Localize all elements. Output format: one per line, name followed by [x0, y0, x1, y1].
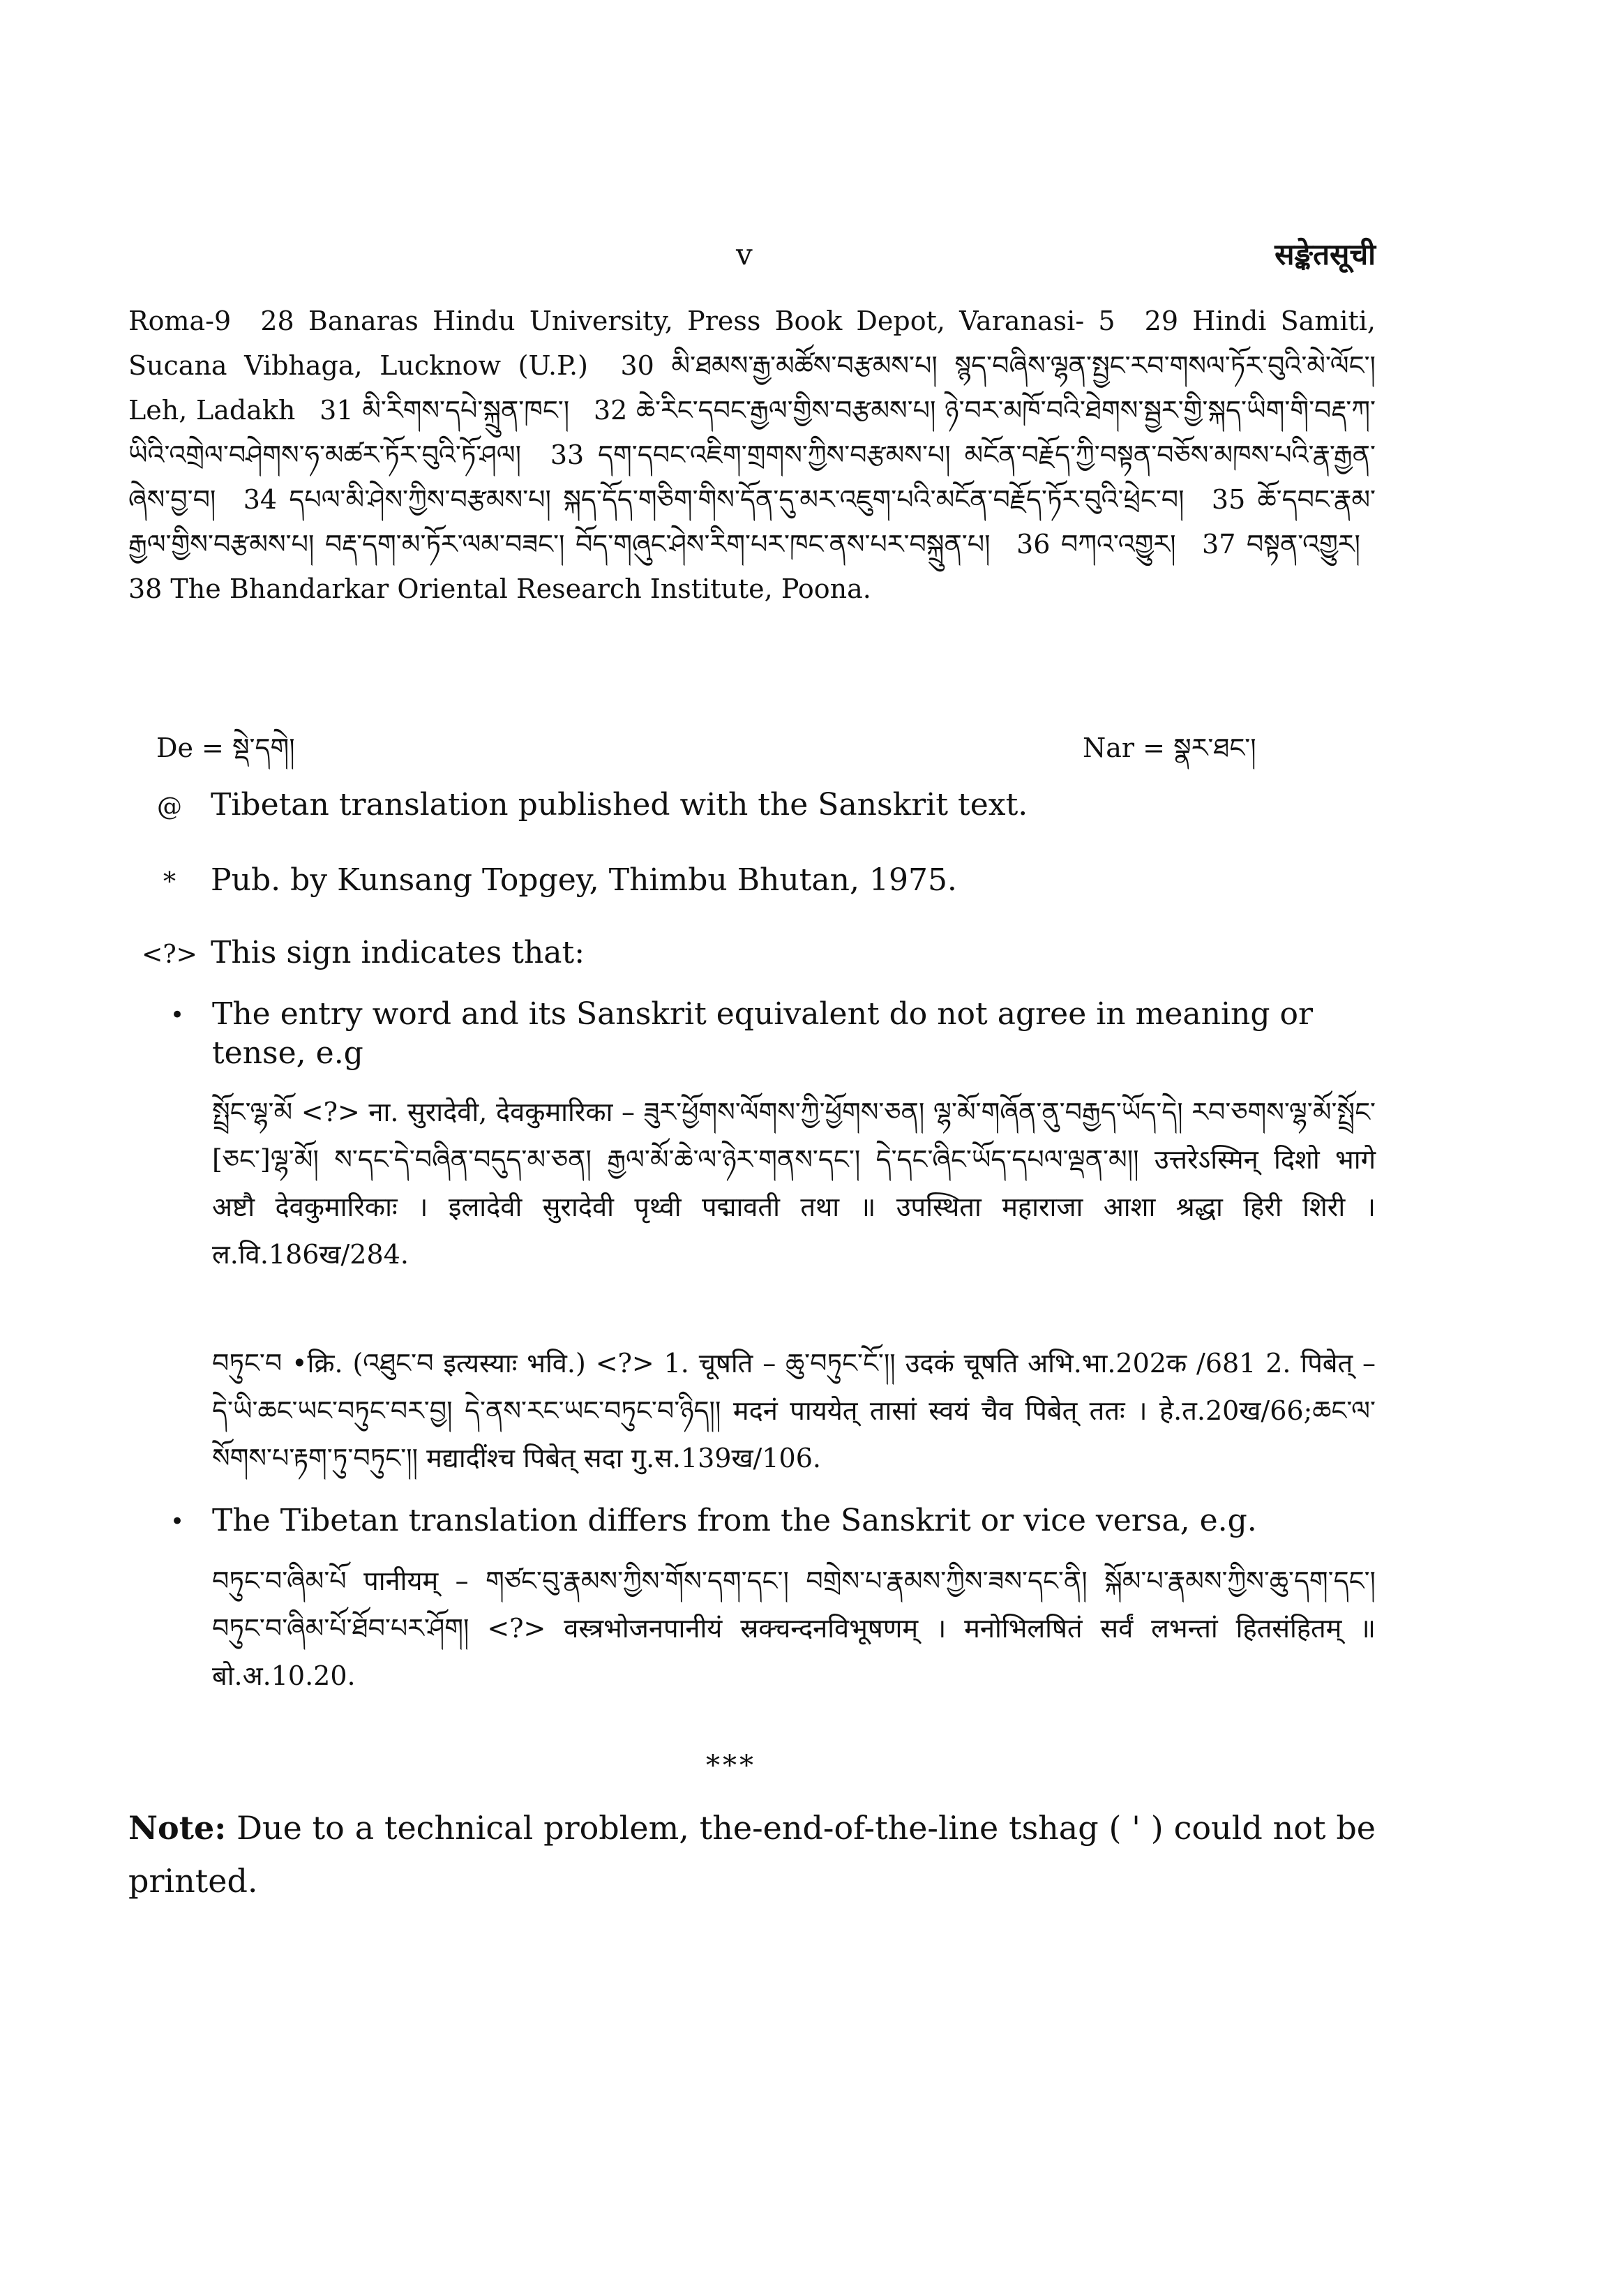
asterisk-symbol: * [163, 868, 176, 896]
bullet-icon: • [170, 1001, 185, 1029]
query-symbol: <?> [142, 940, 197, 969]
example-entry-1: སྤྲོང་ལྷ་མོ <?> ना. सुरादेवी, देवकुमारिका – ཟུར་ཕྱོགས་ལོགས་ཀྱི་ཕྱོགས་ཅན། ལྷ་མོ་གཞོན་ནུ་བརྒྱད་ཡོད་དེ། རབ་ཅགས་ལྷ་མོ་སྤྲོང་[ཅང་]ལྷ་མོ། ས་དང་དེ་བཞིན་བདུད་མ་ཅན། རྒྱལ་མོ་ཆེ་ལ་ཉེར་གནས་དང་། དེ་དང་ཞིང་ཡོད་དཔལ་ལྡན་མ།། उत्तरेऽस्मिन् दिशो भागे अष्टौ देवकुमारिकाः । इलादेवी सुरादेवी पृथ्वी पद्मावती तथा ॥ उपस्थिता महाराजा आशा श्रद्धा हिरी शिरी । ल.वि.186ख/284. [212, 1097, 1376, 1270]
reference-37: 37 བསྟན་འགྱུར། [1202, 529, 1360, 560]
at-symbol: @ [157, 793, 182, 821]
reference-31: 31 མི་རིགས་དཔེ་སྐྲུན་ཁང་། [319, 395, 570, 426]
note-block [128, 1801, 1376, 1907]
section-separator: *** [706, 1750, 756, 1782]
note-text: Due to a technical problem, the-end-of-the-line tshag ( ' ) could not be printed. [128, 1809, 1376, 1900]
abbreviation-nar: Nar = སྣར་ཐང་། [1083, 733, 1256, 763]
reference-29: 29 Hindi Samiti, Sucana Vibhaga, Lucknow (U.P.) [128, 306, 1376, 381]
bullet-item-1 [170, 995, 1376, 1073]
example-entry-2: བཏུང་བ •क्रि. (འཐུང་བ इत्यस्याः भवि.) <?> 1. चूषति – ཆུ་བཏུང་ངོ་།། उदकं चूषति अभि.भा.202क /681 2. पिबेत् – དེ་ཡི་ཆང་ཡང་བཏུང་བར་བྱ། དེ་ནས་རང་ཡང་བཏུང་བ་ཉིད།། मदनं पाययेत् तासां स्वयं चैव पिबेत् ततः । हे.त.20ख/66;ཆང་ལ་སོགས་པ་རྟག་ཏུ་བཏུང་།། मद्यादींश्च पिबेत् सदा गु.स.139ख/106. [212, 1348, 1376, 1473]
reference-32: 32 ཆེ་རིང་དབང་རྒྱལ་གྱིས་བརྩམས་པ། ཉེ་བར་མཁོ་བའི་ཐེགས་སྦྱར་གྱི་སྐད་ཡིག་གི་བརྡ་ཀ་ཡིའི་འགྲེལ་བཤེགས་ཧ་མཚར་ཏོར་བུའི་ཏོ་ཤལ། [128, 395, 1376, 470]
section-title: सङ्केतसूची [1275, 237, 1376, 271]
reference-38: 38 The Bhandarkar Oriental Research Institute, Poona. [128, 573, 871, 604]
note-label: Note: [128, 1809, 227, 1847]
sign-note-at [128, 787, 1028, 823]
bullet-item-2 [170, 1501, 1376, 1542]
reference-35: 35 ཆོ་དབང་རྣམ་རྒྱལ་གྱིས་བརྩམས་པ། བརྡ་དག་མ་ཏོར་ལམ་བཟང་། བོད་གཞུང་ཤེས་རིག་པར་ཁང་ནས་པར་བསྐྲུན་པ། [128, 484, 1376, 560]
bullet-icon: • [170, 1508, 185, 1536]
sign-note-asterisk [128, 862, 957, 898]
sign-note-text: Tibetan translation published with the Sanskrit text. [211, 787, 1028, 823]
sign-note-query [128, 935, 585, 970]
reference-28: 28 Banaras Hindu University, Press Book Depot, Varanasi- 5 [260, 306, 1115, 336]
bullet-text: The Tibetan translation differs from the Sanskrit or vice versa, e.g. [212, 1503, 1257, 1538]
sign-note-text: Pub. by Kunsang Topgey, Thimbu Bhutan, 1975. [211, 862, 957, 898]
abbreviation-de: De = སྡེ་དགེ། [156, 733, 295, 763]
sign-note-text: This sign indicates that: [211, 935, 585, 970]
page-number: v [736, 237, 753, 271]
bullet-text: The entry word and its Sanskrit equivalent do not agree in meaning or tense, e.g [212, 996, 1314, 1071]
reference-prefix: Roma-9 [128, 306, 232, 336]
reference-34: 34 དཔལ་མི་ཤེས་ཀྱིས་བརྩམས་པ། སྐད་དོད་གཅིག་གིས་དོན་དུ་མར་འཇུག་པའི་མངོན་བརྗོད་ཏོར་བུའི་ཕྲེང་བ། [243, 484, 1185, 515]
reference-36: 36 བཀའ་འགྱུར། [1016, 529, 1176, 560]
reference-30: 30 མི་ཐམས་རྒྱ་མཚོས་བརྩམས་པ། སྙད་བཞིས་ལྷན་སྤྱང་རབ་གསལ་ཏོར་བུའི་མེ་ལོང་། Leh, Ladakh [128, 350, 1376, 426]
example-entry-3: བཏུང་བ་ཞིམ་པོ पानीयम् – གཙང་བུ་རྣམས་ཀྱིས་གོས་དག་དང་། བགྲེས་པ་རྣམས་ཀྱིས་ཟས་དང་ནི། སྐོམ་པ་རྣམས་ཀྱིས་ཆུ་དག་དང་། བཏུང་བ་ཞིམ་པོ་ཐོབ་པར་ཤོག། <?> वस्त्रभोजनपानीयं स्रक्चन्दनविभूषणम् । मनोभिलषितं सर्वं लभन्तां हितसंहितम् ॥ बो.अ.10.20. [212, 1566, 1376, 1691]
reference-33: 33 དག་དབང་འཇིག་གྲགས་ཀྱིས་བརྩམས་པ། མངོན་བརྗོད་ཀྱི་བསྟན་བཅོས་མཁས་པའི་རྣ་རྒྱན་ཞེས་བྱ་བ། [128, 440, 1376, 515]
reference-list [128, 299, 1376, 611]
